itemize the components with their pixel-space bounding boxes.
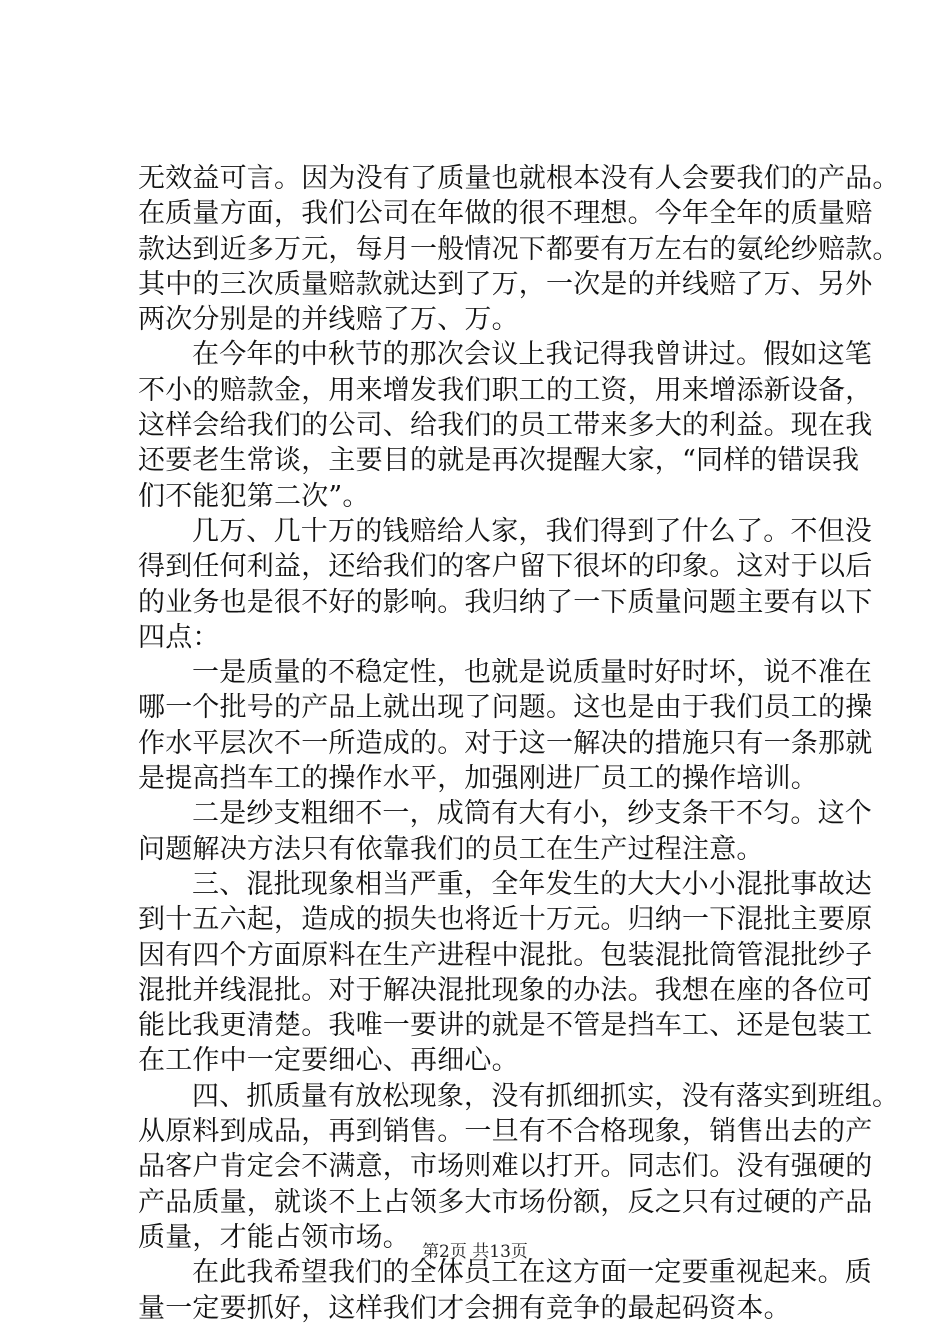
text-line: 得到任何利益，还给我们的客户留下很坏的印象。这对于以后 [138,551,873,583]
text-line: 们不能犯第二次”。 [138,480,370,512]
paragraph-first-line: 在今年的中秋节的那次会议上我记得我曾讲过。假如这笔 [192,339,872,371]
text-line: 无效益可言。因为没有了质量也就根本没有人会要我们的产品。 [138,163,900,194]
paragraph-first-line: 二是纱支粗细不一，成筒有大有小，纱支条干不匀。这个 [192,798,872,830]
document-body [138,161,900,1326]
text-line: 因有四个方面原料在生产进程中混批。包装混批筒管混批纱子 [138,939,873,971]
text-line: 哪一个批号的产品上就出现了问题。这也是由于我们员工的操 [138,692,873,724]
paragraph-first-line: 在此我希望我们的全体员工在这方面一定要重视起来。质 [192,1257,872,1289]
text-line: 在工作中一定要细心、再细心。 [138,1045,519,1077]
paragraph-first-line: 四、抓质量有放松现象，没有抓细抓实，没有落实到班组。 [192,1080,900,1112]
text-line: 的业务也是很不好的影响。我归纳了一下质量问题主要有以下 [138,586,873,618]
text-line: 四点： [138,621,220,653]
text-line: 其中的三次质量赔款就达到了万，一次是的并线赔了万、另外 [138,268,873,300]
paragraph-first-line: 一是质量的不稳定性，也就是说质量时好时坏，说不准在 [192,657,872,689]
text-line: 还要老生常谈，主要目的就是再次提醒大家，“同样的错误我 [138,445,860,477]
page-number-footer: 第2页 共13页 [422,1242,528,1262]
text-line: 作水平层次不一所造成的。对于这一解决的措施只有一条那就 [138,727,873,759]
text-line: 不小的赔款金，用来增发我们职工的工资，用来增添新设备， [138,374,873,406]
text-line: 混批并线混批。对于解决混批现象的办法。我想在座的各位可 [138,974,873,1006]
text-line: 是提高挡车工的操作水平，加强刚进厂员工的操作培训。 [138,763,818,795]
text-line: 产品质量，就谈不上占领多大市场份额，反之只有过硬的产品 [138,1186,873,1218]
text-line: 款达到近多万元，每月一般情况下都要有万左右的氨纶纱赔款。 [138,233,900,265]
text-line: 质量，才能占领市场。 [138,1221,410,1253]
text-line: 量一定要抓好，这样我们才会拥有竞争的最起码资本。 [138,1292,791,1324]
text-line: 两次分别是的并线赔了万、万。 [138,304,519,336]
text-line: 能比我更清楚。我唯一要讲的就是不管是挡车工、还是包装工 [138,1010,873,1042]
paragraph-first-line: 三、混批现象相当严重，全年发生的大大小小混批事故达 [192,868,872,900]
text-line: 品客户肯定会不满意，市场则难以打开。同志们。没有强硬的 [138,1151,873,1183]
text-line: 在质量方面，我们公司在年做的很不理想。今年全年的质量赔 [138,198,873,230]
text-line: 从原料到成品，再到销售。一旦有不合格现象，销售出去的产 [138,1116,873,1148]
paragraph-first-line: 几万、几十万的钱赔给人家，我们得到了什么了。不但没 [192,515,872,547]
text-line: 这样会给我们的公司、给我们的员工带来多大的利益。现在我 [138,410,873,442]
text-line: 问题解决方法只有依靠我们的员工在生产过程注意。 [138,833,764,865]
text-line: 到十五六起，造成的损失也将近十万元。归纳一下混批主要原 [138,904,873,936]
